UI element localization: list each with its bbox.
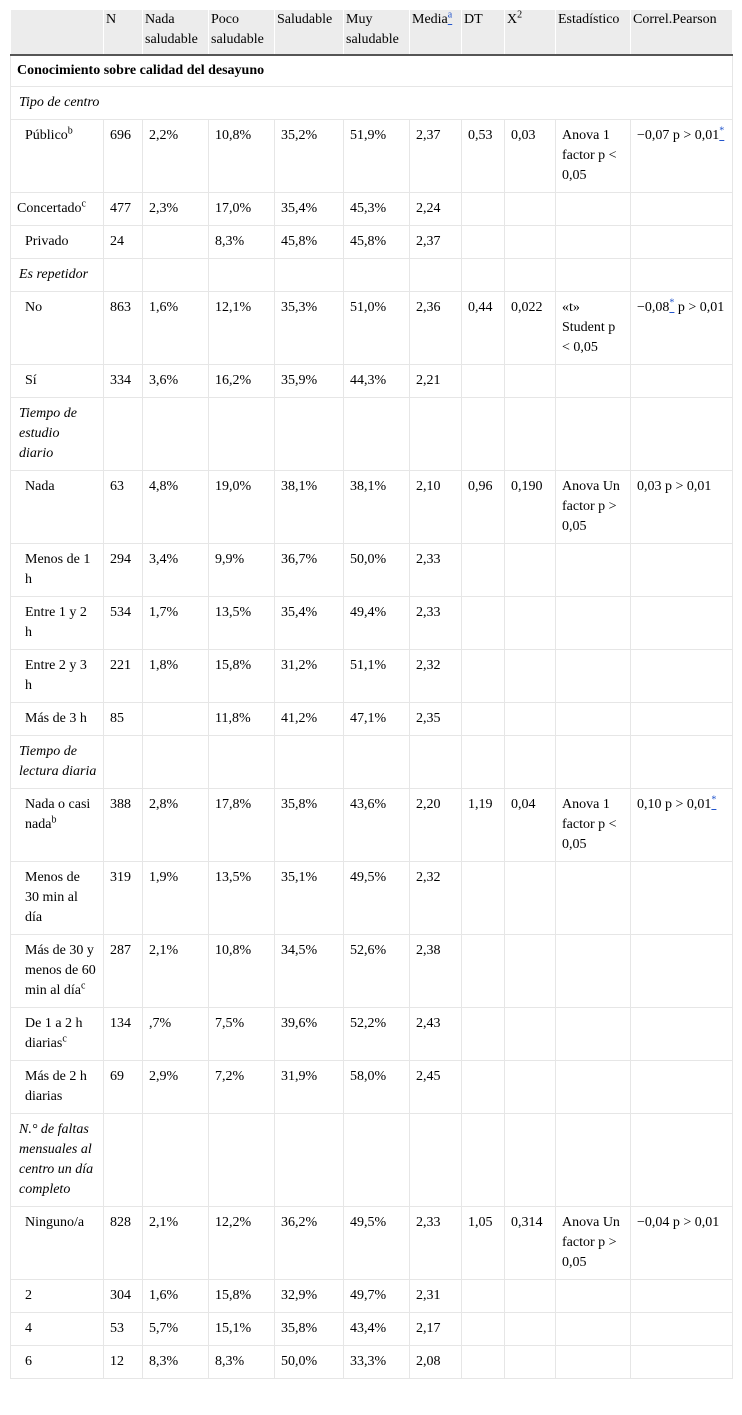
cell-dt: 0,53	[462, 120, 505, 193]
cell-poco: 10,8%	[209, 120, 275, 193]
cell-n: 12	[104, 1346, 143, 1379]
cell-estadistico	[556, 597, 631, 650]
header-media-text: Media	[412, 12, 448, 27]
cell-muy: 51,1%	[344, 650, 410, 703]
cell-pearson	[631, 1061, 733, 1114]
cell-dt	[462, 703, 505, 736]
cell-nada: 3,4%	[143, 544, 209, 597]
cell-dt	[462, 1280, 505, 1313]
cell-poco: 12,1%	[209, 292, 275, 365]
cell-dt	[462, 365, 505, 398]
cell-media: 2,33	[410, 597, 462, 650]
table-row	[11, 862, 733, 935]
table-row	[11, 1008, 733, 1061]
cell-poco: 10,8%	[209, 935, 275, 1008]
cell-saludable: 36,2%	[275, 1207, 344, 1280]
cell-nada: 1,7%	[143, 597, 209, 650]
cell-saludable: 35,3%	[275, 292, 344, 365]
cell-pearson: −0,08* p > 0,01	[631, 292, 733, 365]
cell-n: 63	[104, 471, 143, 544]
cell-saludable: 35,8%	[275, 1313, 344, 1346]
cell-media: 2,33	[410, 544, 462, 597]
header-dt: DT	[462, 10, 505, 55]
cell-estadistico: Anova Un factor p > 0,05	[556, 1207, 631, 1280]
table-row	[11, 935, 733, 1008]
cell-poco: 17,0%	[209, 193, 275, 226]
cell-dt	[462, 1008, 505, 1061]
cell-x2	[505, 862, 556, 935]
cell-muy: 49,5%	[344, 1207, 410, 1280]
cell-pearson: −0,04 p > 0,01	[631, 1207, 733, 1280]
cell-media: 2,36	[410, 292, 462, 365]
cell-n: 334	[104, 365, 143, 398]
cell-pearson: −0,07 p > 0,01*	[631, 120, 733, 193]
cell-nada: 2,9%	[143, 1061, 209, 1114]
cell-estadistico	[556, 226, 631, 259]
cell-nada: 5,7%	[143, 1313, 209, 1346]
row-label: Sí	[11, 365, 104, 398]
table-row	[11, 1313, 733, 1346]
row-label: Más de 30 y menos de 60 min al día$^c$	[11, 935, 104, 1008]
cell-n: 828	[104, 1207, 143, 1280]
header-correl-pearson: Correl.Pearson	[631, 10, 733, 55]
cell-poco: 7,5%	[209, 1008, 275, 1061]
cell-n: 294	[104, 544, 143, 597]
table-row	[11, 1207, 733, 1280]
table-row	[11, 597, 733, 650]
cell-estadistico	[556, 544, 631, 597]
cell-muy: 44,3%	[344, 365, 410, 398]
table-row	[11, 292, 733, 365]
cell-saludable: 35,8%	[275, 789, 344, 862]
cell-saludable: 34,5%	[275, 935, 344, 1008]
cell-nada: 2,3%	[143, 193, 209, 226]
cell-media: 2,45	[410, 1061, 462, 1114]
cell-media: 2,17	[410, 1313, 462, 1346]
cell-muy: 52,6%	[344, 935, 410, 1008]
row-label: Entre 1 y 2 h	[11, 597, 104, 650]
cell-x2: 0,03	[505, 120, 556, 193]
table-row	[11, 1346, 733, 1379]
cell-n: 221	[104, 650, 143, 703]
table-row	[11, 471, 733, 544]
cell-x2: 0,314	[505, 1207, 556, 1280]
cell-nada: 4,8%	[143, 471, 209, 544]
cell-x2	[505, 1061, 556, 1114]
header-x-text: X	[507, 12, 518, 27]
cell-muy: 38,1%	[344, 471, 410, 544]
group-label: Es repetidor	[11, 259, 104, 292]
cell-saludable: 32,9%	[275, 1280, 344, 1313]
cell-n: 134	[104, 1008, 143, 1061]
cell-x2	[505, 650, 556, 703]
cell-muy: 43,6%	[344, 789, 410, 862]
cell-pearson: 0,03 p > 0,01	[631, 471, 733, 544]
cell-muy: 33,3%	[344, 1346, 410, 1379]
cell-pearson	[631, 597, 733, 650]
cell-saludable: 38,1%	[275, 471, 344, 544]
cell-n: 304	[104, 1280, 143, 1313]
cell-muy: 45,3%	[344, 193, 410, 226]
table-row	[11, 226, 733, 259]
results-table	[10, 10, 733, 1379]
header-estadistico: Estadístico	[556, 10, 631, 55]
group-row-lectura	[11, 736, 733, 789]
cell-estadistico	[556, 1008, 631, 1061]
cell-saludable: 35,4%	[275, 193, 344, 226]
cell-muy: 51,9%	[344, 120, 410, 193]
cell-dt	[462, 862, 505, 935]
table-row	[11, 193, 733, 226]
cell-poco: 15,1%	[209, 1313, 275, 1346]
cell-poco: 16,2%	[209, 365, 275, 398]
cell-dt	[462, 1346, 505, 1379]
header-x-sup: 2	[517, 9, 523, 21]
cell-x2	[505, 703, 556, 736]
header-row	[11, 10, 733, 55]
cell-estadistico	[556, 862, 631, 935]
group-label: N.° de faltas mensuales al centro un día completo	[11, 1114, 104, 1207]
cell-pearson	[631, 935, 733, 1008]
cell-pearson	[631, 1313, 733, 1346]
cell-muy: 43,4%	[344, 1313, 410, 1346]
cell-dt: 1,19	[462, 789, 505, 862]
group-label: Tipo de centro	[11, 87, 733, 120]
cell-media: 2,38	[410, 935, 462, 1008]
cell-poco: 13,5%	[209, 597, 275, 650]
cell-poco: 19,0%	[209, 471, 275, 544]
footnote-link-asterisk[interactable]: *	[719, 125, 725, 137]
cell-dt	[462, 226, 505, 259]
cell-media: 2,21	[410, 365, 462, 398]
group-row-faltas	[11, 1114, 733, 1207]
group-row-repetidor	[11, 259, 733, 292]
cell-pearson	[631, 1008, 733, 1061]
cell-dt	[462, 650, 505, 703]
cell-x2: 0,022	[505, 292, 556, 365]
header-chi-square	[505, 10, 556, 55]
cell-pearson	[631, 365, 733, 398]
cell-n: 477	[104, 193, 143, 226]
row-label: Nada	[11, 471, 104, 544]
group-row-tipo-centro	[11, 87, 733, 120]
cell-estadistico	[556, 193, 631, 226]
cell-media: 2,37	[410, 120, 462, 193]
cell-estadistico	[556, 365, 631, 398]
table-row	[11, 1280, 733, 1313]
row-label: 2	[11, 1280, 104, 1313]
table-row	[11, 650, 733, 703]
cell-media: 2,32	[410, 650, 462, 703]
cell-dt: 0,96	[462, 471, 505, 544]
cell-muy: 50,0%	[344, 544, 410, 597]
cell-pearson	[631, 226, 733, 259]
cell-saludable: 41,2%	[275, 703, 344, 736]
cell-muy: 52,2%	[344, 1008, 410, 1061]
section-row	[11, 55, 733, 87]
section-title: Conocimiento sobre calidad del desayuno	[11, 55, 733, 87]
cell-media: 2,08	[410, 1346, 462, 1379]
header-nada-saludable: Nada saludable	[143, 10, 209, 55]
cell-x2	[505, 597, 556, 650]
row-label: Más de 2 h diarias	[11, 1061, 104, 1114]
cell-dt	[462, 1313, 505, 1346]
cell-x2	[505, 1280, 556, 1313]
cell-pearson	[631, 862, 733, 935]
row-label: Menos de 30 min al día	[11, 862, 104, 935]
row-label: De 1 a 2 h diarias$^c$	[11, 1008, 104, 1061]
cell-estadistico: «t» Student p < 0,05	[556, 292, 631, 365]
cell-dt	[462, 1061, 505, 1114]
cell-n: 696	[104, 120, 143, 193]
cell-media: 2,24	[410, 193, 462, 226]
table-row	[11, 789, 733, 862]
cell-estadistico	[556, 1346, 631, 1379]
cell-nada: 2,2%	[143, 120, 209, 193]
cell-pearson	[631, 703, 733, 736]
cell-estadistico: Anova 1 factor p < 0,05	[556, 120, 631, 193]
cell-dt: 1,05	[462, 1207, 505, 1280]
cell-poco: 15,8%	[209, 1280, 275, 1313]
cell-muy: 49,5%	[344, 862, 410, 935]
header-poco-saludable: Poco saludable	[209, 10, 275, 55]
footnote-link-asterisk[interactable]: *	[711, 794, 717, 806]
row-label: Más de 3 h	[11, 703, 104, 736]
cell-saludable: 36,7%	[275, 544, 344, 597]
cell-estadistico	[556, 1061, 631, 1114]
cell-poco: 11,8%	[209, 703, 275, 736]
table-row	[11, 544, 733, 597]
cell-x2	[505, 544, 556, 597]
cell-nada: 2,1%	[143, 935, 209, 1008]
row-label: Privado	[11, 226, 104, 259]
header-n: N	[104, 10, 143, 55]
cell-nada: 1,6%	[143, 1280, 209, 1313]
cell-x2: 0,04	[505, 789, 556, 862]
row-label: Nada o casi nada$^b$	[11, 789, 104, 862]
table-row	[11, 703, 733, 736]
cell-nada: 3,6%	[143, 365, 209, 398]
cell-pearson	[631, 1280, 733, 1313]
row-label: Entre 2 y 3 h	[11, 650, 104, 703]
cell-saludable: 39,6%	[275, 1008, 344, 1061]
row-label: 6	[11, 1346, 104, 1379]
footnote-link-a[interactable]: a	[447, 9, 453, 21]
cell-muy: 49,4%	[344, 597, 410, 650]
cell-dt	[462, 597, 505, 650]
cell-nada: 1,6%	[143, 292, 209, 365]
cell-x2	[505, 1313, 556, 1346]
cell-saludable: 50,0%	[275, 1346, 344, 1379]
cell-muy: 47,1%	[344, 703, 410, 736]
cell-poco: 7,2%	[209, 1061, 275, 1114]
group-label: Tiempo de lectura diaria	[11, 736, 104, 789]
row-label: Ninguno/a	[11, 1207, 104, 1280]
cell-saludable: 31,2%	[275, 650, 344, 703]
cell-pearson	[631, 193, 733, 226]
cell-x2	[505, 226, 556, 259]
cell-saludable: 35,1%	[275, 862, 344, 935]
table-container	[10, 10, 732, 1379]
cell-x2	[505, 1008, 556, 1061]
cell-dt	[462, 544, 505, 597]
cell-saludable: 35,4%	[275, 597, 344, 650]
cell-n: 287	[104, 935, 143, 1008]
row-label: 4	[11, 1313, 104, 1346]
cell-n: 53	[104, 1313, 143, 1346]
cell-nada: 2,1%	[143, 1207, 209, 1280]
cell-n: 69	[104, 1061, 143, 1114]
cell-x2	[505, 365, 556, 398]
table-row	[11, 1061, 733, 1114]
table-row	[11, 365, 733, 398]
cell-media: 2,37	[410, 226, 462, 259]
cell-poco: 9,9%	[209, 544, 275, 597]
cell-n: 863	[104, 292, 143, 365]
cell-poco: 17,8%	[209, 789, 275, 862]
cell-media: 2,31	[410, 1280, 462, 1313]
cell-poco: 8,3%	[209, 226, 275, 259]
cell-saludable: 31,9%	[275, 1061, 344, 1114]
cell-n: 388	[104, 789, 143, 862]
cell-n: 534	[104, 597, 143, 650]
cell-media: 2,35	[410, 703, 462, 736]
cell-nada: 8,3%	[143, 1346, 209, 1379]
cell-x2: 0,190	[505, 471, 556, 544]
cell-muy: 49,7%	[344, 1280, 410, 1313]
cell-x2	[505, 1346, 556, 1379]
cell-estadistico	[556, 1280, 631, 1313]
cell-dt	[462, 935, 505, 1008]
cell-pearson	[631, 1346, 733, 1379]
header-media	[410, 10, 462, 55]
cell-n: 24	[104, 226, 143, 259]
cell-muy: 58,0%	[344, 1061, 410, 1114]
cell-media: 2,20	[410, 789, 462, 862]
cell-nada: ,7%	[143, 1008, 209, 1061]
cell-saludable: 35,2%	[275, 120, 344, 193]
group-row-estudio	[11, 398, 733, 471]
cell-estadistico	[556, 703, 631, 736]
cell-muy: 51,0%	[344, 292, 410, 365]
cell-nada	[143, 226, 209, 259]
header-label	[11, 10, 104, 55]
cell-poco: 8,3%	[209, 1346, 275, 1379]
cell-dt	[462, 193, 505, 226]
header-saludable: Saludable	[275, 10, 344, 55]
cell-muy: 45,8%	[344, 226, 410, 259]
cell-nada: 2,8%	[143, 789, 209, 862]
cell-estadistico: Anova Un factor p > 0,05	[556, 471, 631, 544]
cell-nada: 1,8%	[143, 650, 209, 703]
cell-nada: 1,9%	[143, 862, 209, 935]
cell-media: 2,10	[410, 471, 462, 544]
cell-estadistico	[556, 1313, 631, 1346]
cell-media: 2,33	[410, 1207, 462, 1280]
cell-media: 2,43	[410, 1008, 462, 1061]
header-muy-saludable: Muy saludable	[344, 10, 410, 55]
cell-poco: 13,5%	[209, 862, 275, 935]
cell-pearson	[631, 650, 733, 703]
row-label: No	[11, 292, 104, 365]
footnote-link-asterisk[interactable]: *	[669, 297, 675, 309]
cell-pearson	[631, 544, 733, 597]
cell-poco: 15,8%	[209, 650, 275, 703]
cell-x2	[505, 193, 556, 226]
cell-estadistico: Anova 1 factor p < 0,05	[556, 789, 631, 862]
cell-x2	[505, 935, 556, 1008]
row-label: Público$^b$	[11, 120, 104, 193]
cell-pearson: 0,10 p > 0,01*	[631, 789, 733, 862]
group-label: Tiempo de estudio diario	[11, 398, 104, 471]
table-row	[11, 120, 733, 193]
cell-media: 2,32	[410, 862, 462, 935]
cell-estadistico	[556, 935, 631, 1008]
cell-nada	[143, 703, 209, 736]
cell-saludable: 35,9%	[275, 365, 344, 398]
row-label: Concertado$^c$	[11, 193, 104, 226]
cell-n: 85	[104, 703, 143, 736]
cell-dt: 0,44	[462, 292, 505, 365]
cell-saludable: 45,8%	[275, 226, 344, 259]
row-label: Menos de 1 h	[11, 544, 104, 597]
cell-poco: 12,2%	[209, 1207, 275, 1280]
cell-n: 319	[104, 862, 143, 935]
cell-estadistico	[556, 650, 631, 703]
